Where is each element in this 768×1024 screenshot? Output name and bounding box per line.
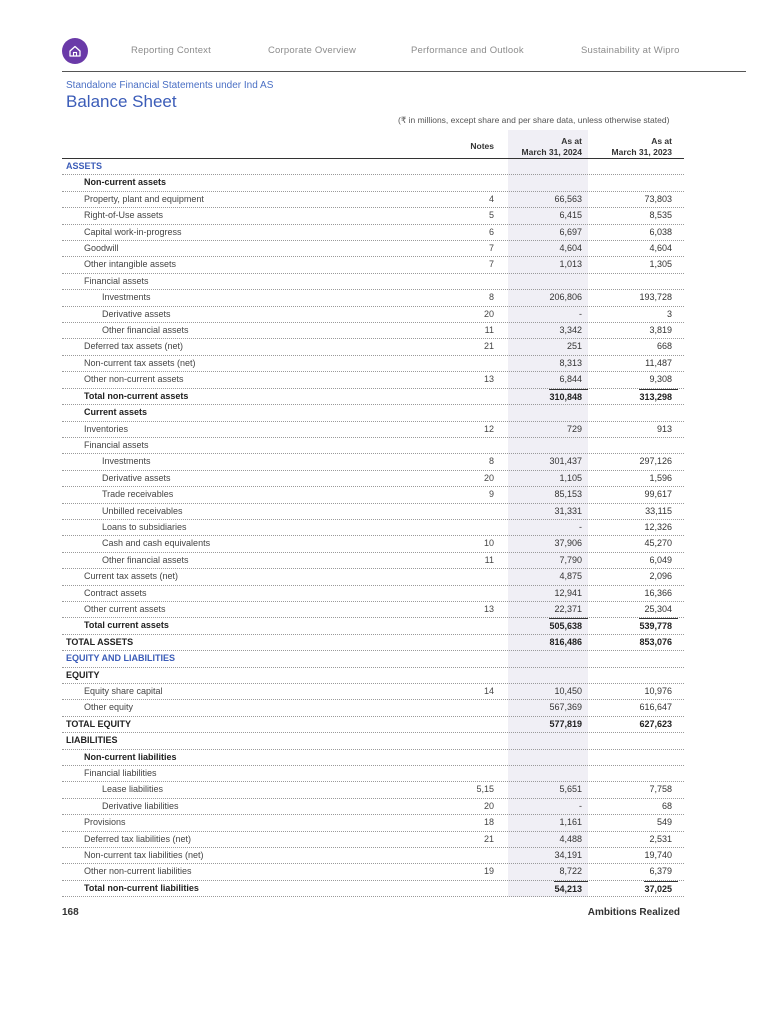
value-march-2023: [598, 569, 678, 584]
value-2023-text: 68: [661, 800, 672, 811]
row-label: TOTAL ASSETS: [66, 636, 134, 647]
table-row: [62, 782, 684, 798]
row-label: Loans to subsidiaries: [102, 521, 187, 532]
value-march-2023: [598, 504, 678, 519]
value-2024-text: 5,651: [559, 784, 582, 795]
value-march-2024: [508, 782, 588, 797]
nav-reporting-context[interactable]: Reporting Context: [131, 45, 211, 56]
table-row: [62, 372, 684, 388]
value-2023-text: 313,298: [639, 389, 678, 405]
row-label: Other non-current assets: [84, 374, 184, 385]
value-2023-text: 8,535: [649, 210, 672, 221]
row-note: 9: [488, 489, 494, 500]
value-2023-text: 1,596: [649, 472, 672, 483]
value-2023-text: 627,623: [639, 718, 672, 729]
nav-sustainability[interactable]: Sustainability at Wipro: [581, 45, 680, 56]
table-row: [62, 864, 684, 880]
header-march-2024: [508, 130, 588, 158]
table-row: [62, 339, 684, 355]
value-2023-text: 19,740: [644, 850, 672, 861]
value-2023-text: 16,366: [644, 587, 672, 598]
table-header: [62, 130, 684, 159]
value-march-2023: [598, 586, 678, 601]
value-march-2024: [508, 192, 588, 207]
table-row: [62, 750, 684, 766]
table-row: [62, 422, 684, 438]
table-row: [62, 356, 684, 372]
row-label: Cash and cash equivalents: [102, 538, 211, 549]
header-2024-line1: As at: [561, 136, 582, 146]
value-march-2023: [598, 832, 678, 847]
table-row: [62, 602, 684, 618]
row-label: Right-of-Use assets: [84, 210, 164, 221]
value-march-2023: [598, 208, 678, 223]
value-march-2023: [598, 241, 678, 256]
value-2023-text: 6,038: [649, 226, 672, 237]
table-row: [62, 454, 684, 470]
row-label: Current assets: [84, 407, 148, 418]
value-2023-text: 913: [656, 423, 672, 434]
value-march-2024: [508, 832, 588, 847]
row-label: Total non-current assets: [84, 390, 189, 401]
value-2023-text: 853,076: [639, 636, 672, 647]
value-2024-text: 567,369: [549, 702, 582, 713]
row-label: Unbilled receivables: [102, 505, 183, 516]
value-2023-text: 616,647: [639, 702, 672, 713]
value-march-2024: [508, 208, 588, 223]
top-navigation: [0, 0, 746, 72]
row-label: Property, plant and equipment: [84, 193, 204, 204]
value-march-2023: [598, 323, 678, 338]
row-label: Non-current liabilities: [84, 751, 177, 762]
row-label: Non-current assets: [84, 177, 167, 188]
table-row: [62, 274, 684, 290]
header-march-2023: [598, 136, 678, 158]
value-march-2023: [598, 635, 678, 650]
value-march-2024: [508, 356, 588, 371]
table-row: [62, 192, 684, 208]
value-march-2024: [508, 290, 588, 305]
value-2024-text: 1,161: [559, 817, 582, 828]
value-2024-text: 729: [566, 423, 582, 434]
value-march-2024: [508, 881, 588, 897]
value-2024-text: 310,848: [549, 389, 588, 405]
value-march-2024: [508, 389, 588, 405]
nav-performance-outlook[interactable]: Performance and Outlook: [411, 45, 524, 56]
value-march-2023: [598, 225, 678, 240]
row-label: Total current assets: [84, 620, 169, 631]
value-march-2024: [508, 651, 588, 666]
value-march-2024: [508, 700, 588, 715]
balance-sheet-table: [62, 130, 684, 897]
value-2024-text: 4,875: [559, 571, 582, 582]
units-note: (₹ in millions, except share and per share data, unless otherwise stated): [398, 115, 670, 125]
value-2024-text: 8,313: [559, 357, 582, 368]
row-note: 5,15: [476, 784, 494, 795]
value-2023-text: 10,976: [644, 686, 672, 696]
value-2024-text: 206,806: [549, 292, 582, 303]
value-2023-text: 2,531: [649, 833, 672, 844]
value-march-2024: [508, 864, 588, 879]
value-march-2023: [598, 881, 678, 897]
value-march-2024: [508, 471, 588, 486]
value-march-2024: [508, 487, 588, 502]
table-row: [62, 520, 684, 536]
breadcrumb: Standalone Financial Statements under Ind AS: [66, 80, 274, 91]
value-march-2023: [598, 307, 678, 322]
value-march-2024: [508, 422, 588, 437]
table-row: [62, 815, 684, 831]
row-note: 20: [483, 800, 494, 811]
row-label: Other financial assets: [102, 325, 189, 336]
table-row: [62, 733, 684, 749]
row-note: 11: [484, 554, 494, 565]
row-label: Investments: [102, 292, 151, 303]
row-label: Provisions: [84, 817, 126, 828]
value-march-2024: [508, 241, 588, 256]
value-2023-text: 2,096: [649, 571, 672, 582]
value-2024-text: 7,790: [559, 554, 582, 565]
value-2023-text: 668: [656, 341, 672, 352]
value-march-2024: [508, 454, 588, 469]
value-2024-text: 3,342: [559, 325, 582, 336]
row-label: Current tax assets (net): [84, 571, 179, 582]
value-2023-text: 3: [666, 308, 672, 319]
footer-brand: Ambitions Realized: [587, 907, 680, 918]
row-note: 8: [488, 456, 494, 467]
value-march-2023: [598, 684, 678, 699]
value-2024-text: 505,638: [549, 618, 588, 634]
value-2024-text: 577,819: [549, 718, 582, 729]
row-note: 13: [483, 374, 494, 385]
table-row: [62, 635, 684, 651]
value-2023-text: 549: [656, 817, 672, 828]
value-march-2023: [598, 766, 678, 781]
table-row: [62, 290, 684, 306]
value-march-2024: [508, 733, 588, 748]
value-2023-text: 45,270: [644, 538, 672, 549]
value-march-2023: [598, 668, 678, 683]
table-row: [62, 504, 684, 520]
row-note: 14: [483, 686, 494, 696]
table-row: [62, 799, 684, 815]
table-row: [62, 766, 684, 782]
nav-corporate-overview[interactable]: Corporate Overview: [268, 45, 357, 56]
value-2023-text: 12,326: [644, 521, 672, 532]
value-march-2024: [508, 159, 588, 174]
value-march-2023: [598, 438, 678, 453]
header-2023-line1: As at: [651, 136, 672, 146]
value-march-2023: [598, 799, 678, 814]
table-row: [62, 700, 684, 716]
value-2024-text: 816,486: [549, 636, 582, 647]
table-row: [62, 618, 684, 634]
row-label: Capital work-in-progress: [84, 226, 182, 237]
table-row: [62, 208, 684, 224]
row-label: ASSETS: [66, 161, 103, 171]
row-note: 4: [488, 193, 494, 204]
value-2023-text: 33,115: [645, 505, 672, 516]
row-label: Derivative assets: [102, 472, 171, 483]
value-march-2024: [508, 815, 588, 830]
table-row: [62, 881, 684, 897]
value-2024-text: 54,213: [554, 881, 588, 897]
value-march-2024: [508, 586, 588, 601]
value-march-2023: [598, 750, 678, 765]
table-row: [62, 405, 684, 421]
value-2024-text: 85,153: [554, 489, 582, 500]
value-2023-text: 9,308: [649, 374, 672, 385]
row-label: Financial assets: [84, 275, 149, 286]
value-2024-text: 301,437: [549, 456, 582, 467]
value-march-2023: [598, 602, 678, 617]
row-label: Other non-current liabilities: [84, 866, 192, 877]
value-march-2024: [508, 553, 588, 568]
row-note: 6: [488, 226, 494, 237]
value-march-2024: [508, 750, 588, 765]
table-row: [62, 668, 684, 684]
row-note: 21: [483, 341, 494, 352]
page-title: Balance Sheet: [66, 92, 177, 111]
value-2024-text: 1,105: [559, 472, 582, 483]
header-2024-line2: March 31, 2024: [521, 147, 582, 157]
row-label: Financial liabilities: [84, 768, 157, 779]
value-2023-text: 6,049: [649, 554, 672, 565]
value-march-2023: [598, 405, 678, 420]
value-march-2023: [598, 782, 678, 797]
value-2023-text: 193,728: [639, 292, 672, 303]
value-2023-text: 539,778: [639, 618, 678, 634]
value-march-2023: [598, 618, 678, 634]
row-note: 7: [488, 259, 494, 270]
value-march-2023: [598, 733, 678, 748]
value-march-2024: [508, 602, 588, 617]
row-note: 21: [483, 833, 494, 844]
value-march-2024: [508, 618, 588, 634]
row-label: Derivative liabilities: [102, 800, 179, 811]
row-label: Non-current tax liabilities (net): [84, 850, 204, 861]
value-march-2024: [508, 684, 588, 699]
header-2023-line2: March 31, 2023: [611, 147, 672, 157]
table-row: [62, 159, 684, 175]
value-2023-text: 7,758: [649, 784, 672, 795]
value-2023-text: 73,803: [644, 193, 672, 204]
row-label: Lease liabilities: [102, 784, 164, 795]
value-march-2024: [508, 635, 588, 650]
value-march-2023: [598, 536, 678, 551]
value-march-2023: [598, 257, 678, 272]
home-button[interactable]: [62, 38, 88, 64]
value-march-2023: [598, 717, 678, 732]
table-row: [62, 553, 684, 569]
value-march-2024: [508, 766, 588, 781]
value-march-2024: [508, 848, 588, 863]
row-note: 7: [488, 243, 494, 254]
value-2024-text: 6,415: [559, 210, 582, 221]
value-march-2023: [598, 372, 678, 387]
value-2023-text: 1,305: [649, 259, 672, 270]
value-march-2023: [598, 520, 678, 535]
value-march-2023: [598, 700, 678, 715]
value-march-2023: [598, 274, 678, 289]
row-label: LIABILITIES: [66, 735, 118, 746]
table-row: [62, 307, 684, 323]
value-2024-text: -: [579, 800, 582, 811]
row-label: Deferred tax assets (net): [84, 341, 184, 352]
value-2024-text: 12,941: [554, 587, 582, 598]
row-note: 11: [484, 325, 494, 336]
table-row: [62, 536, 684, 552]
value-march-2024: [508, 504, 588, 519]
row-label: Equity share capital: [84, 686, 163, 696]
row-label: Non-current tax assets (net): [84, 357, 196, 368]
table-row: [62, 832, 684, 848]
row-note: 19: [483, 866, 494, 877]
table-row: [62, 241, 684, 257]
nav-divider: [62, 71, 746, 72]
value-march-2023: [598, 422, 678, 437]
row-note: 8: [488, 292, 494, 303]
value-2024-text: 22,371: [554, 603, 582, 614]
value-2024-text: 8,722: [559, 866, 582, 877]
row-label: Goodwill: [84, 243, 119, 254]
value-march-2024: [508, 717, 588, 732]
row-note: 5: [488, 210, 494, 221]
value-march-2024: [508, 536, 588, 551]
value-march-2024: [508, 569, 588, 584]
value-march-2024: [508, 257, 588, 272]
value-2023-text: 37,025: [644, 881, 678, 897]
value-march-2023: [598, 389, 678, 405]
value-2024-text: 66,563: [554, 193, 582, 204]
table-row: [62, 684, 684, 700]
table-row: [62, 848, 684, 864]
value-2024-text: 251: [566, 341, 582, 352]
value-march-2024: [508, 274, 588, 289]
table-row: [62, 225, 684, 241]
row-note: 12: [483, 423, 494, 434]
value-march-2023: [598, 175, 678, 190]
row-label: Total non-current liabilities: [84, 882, 199, 893]
row-label: Other intangible assets: [84, 259, 177, 270]
value-2023-text: 11,487: [645, 357, 672, 368]
value-2023-text: 99,617: [644, 489, 672, 500]
table-body: [62, 159, 684, 897]
value-march-2024: [508, 175, 588, 190]
row-label: Financial assets: [84, 439, 149, 450]
value-2024-text: 34,191: [554, 850, 582, 861]
page-number: 168: [62, 907, 79, 918]
value-2023-text: 25,304: [644, 603, 672, 614]
value-march-2024: [508, 668, 588, 683]
value-2023-text: 6,379: [649, 866, 672, 877]
value-2023-text: 3,819: [649, 325, 672, 336]
value-2024-text: 10,450: [554, 686, 582, 696]
value-march-2023: [598, 848, 678, 863]
value-march-2024: [508, 405, 588, 420]
table-row: [62, 586, 684, 602]
value-march-2023: [598, 290, 678, 305]
value-march-2024: [508, 307, 588, 322]
table-row: [62, 438, 684, 454]
row-label: Derivative assets: [102, 308, 171, 319]
table-row: [62, 487, 684, 503]
table-row: [62, 717, 684, 733]
value-march-2024: [508, 438, 588, 453]
row-label: Investments: [102, 456, 151, 467]
value-2023-text: 297,126: [639, 456, 672, 467]
value-2024-text: 6,844: [559, 374, 582, 385]
value-2024-text: 1,013: [559, 259, 582, 270]
value-march-2023: [598, 487, 678, 502]
value-march-2024: [508, 799, 588, 814]
value-march-2023: [598, 454, 678, 469]
row-label: Other equity: [84, 702, 134, 713]
table-row: [62, 569, 684, 585]
row-label: Deferred tax liabilities (net): [84, 833, 192, 844]
value-march-2024: [508, 520, 588, 535]
row-note: 13: [483, 603, 494, 614]
value-2024-text: 37,906: [554, 538, 582, 549]
value-march-2023: [598, 471, 678, 486]
table-row: [62, 175, 684, 191]
value-march-2023: [598, 339, 678, 354]
value-march-2023: [598, 864, 678, 879]
row-note: 20: [483, 308, 494, 319]
value-2024-text: -: [579, 521, 582, 532]
row-note: 10: [483, 538, 494, 549]
value-2023-text: 4,604: [649, 243, 672, 254]
table-row: [62, 257, 684, 273]
row-label: Other financial assets: [102, 554, 189, 565]
table-row: [62, 471, 684, 487]
header-notes: Notes: [470, 141, 494, 151]
value-march-2023: [598, 553, 678, 568]
row-label: EQUITY AND LIABILITIES: [66, 653, 176, 664]
row-label: Inventories: [84, 423, 129, 434]
row-label: EQUITY: [66, 669, 100, 680]
row-note: 20: [483, 472, 494, 483]
value-march-2024: [508, 323, 588, 338]
row-label: Trade receivables: [102, 489, 174, 500]
value-march-2023: [598, 356, 678, 371]
value-2024-text: 31,331: [554, 505, 582, 516]
table-row: [62, 651, 684, 667]
row-note: 18: [483, 817, 494, 828]
row-label: TOTAL EQUITY: [66, 718, 132, 729]
value-march-2023: [598, 192, 678, 207]
value-march-2023: [598, 651, 678, 666]
value-2024-text: -: [579, 308, 582, 319]
value-2024-text: 4,488: [559, 833, 582, 844]
value-2024-text: 6,697: [559, 226, 582, 237]
value-march-2024: [508, 372, 588, 387]
value-march-2023: [598, 159, 678, 174]
row-label: Other current assets: [84, 603, 166, 614]
table-row: [62, 389, 684, 405]
value-march-2024: [508, 339, 588, 354]
value-march-2024: [508, 225, 588, 240]
value-2024-text: 4,604: [559, 243, 582, 254]
home-icon: [68, 44, 82, 58]
row-label: Contract assets: [84, 587, 147, 598]
value-march-2023: [598, 815, 678, 830]
table-row: [62, 323, 684, 339]
